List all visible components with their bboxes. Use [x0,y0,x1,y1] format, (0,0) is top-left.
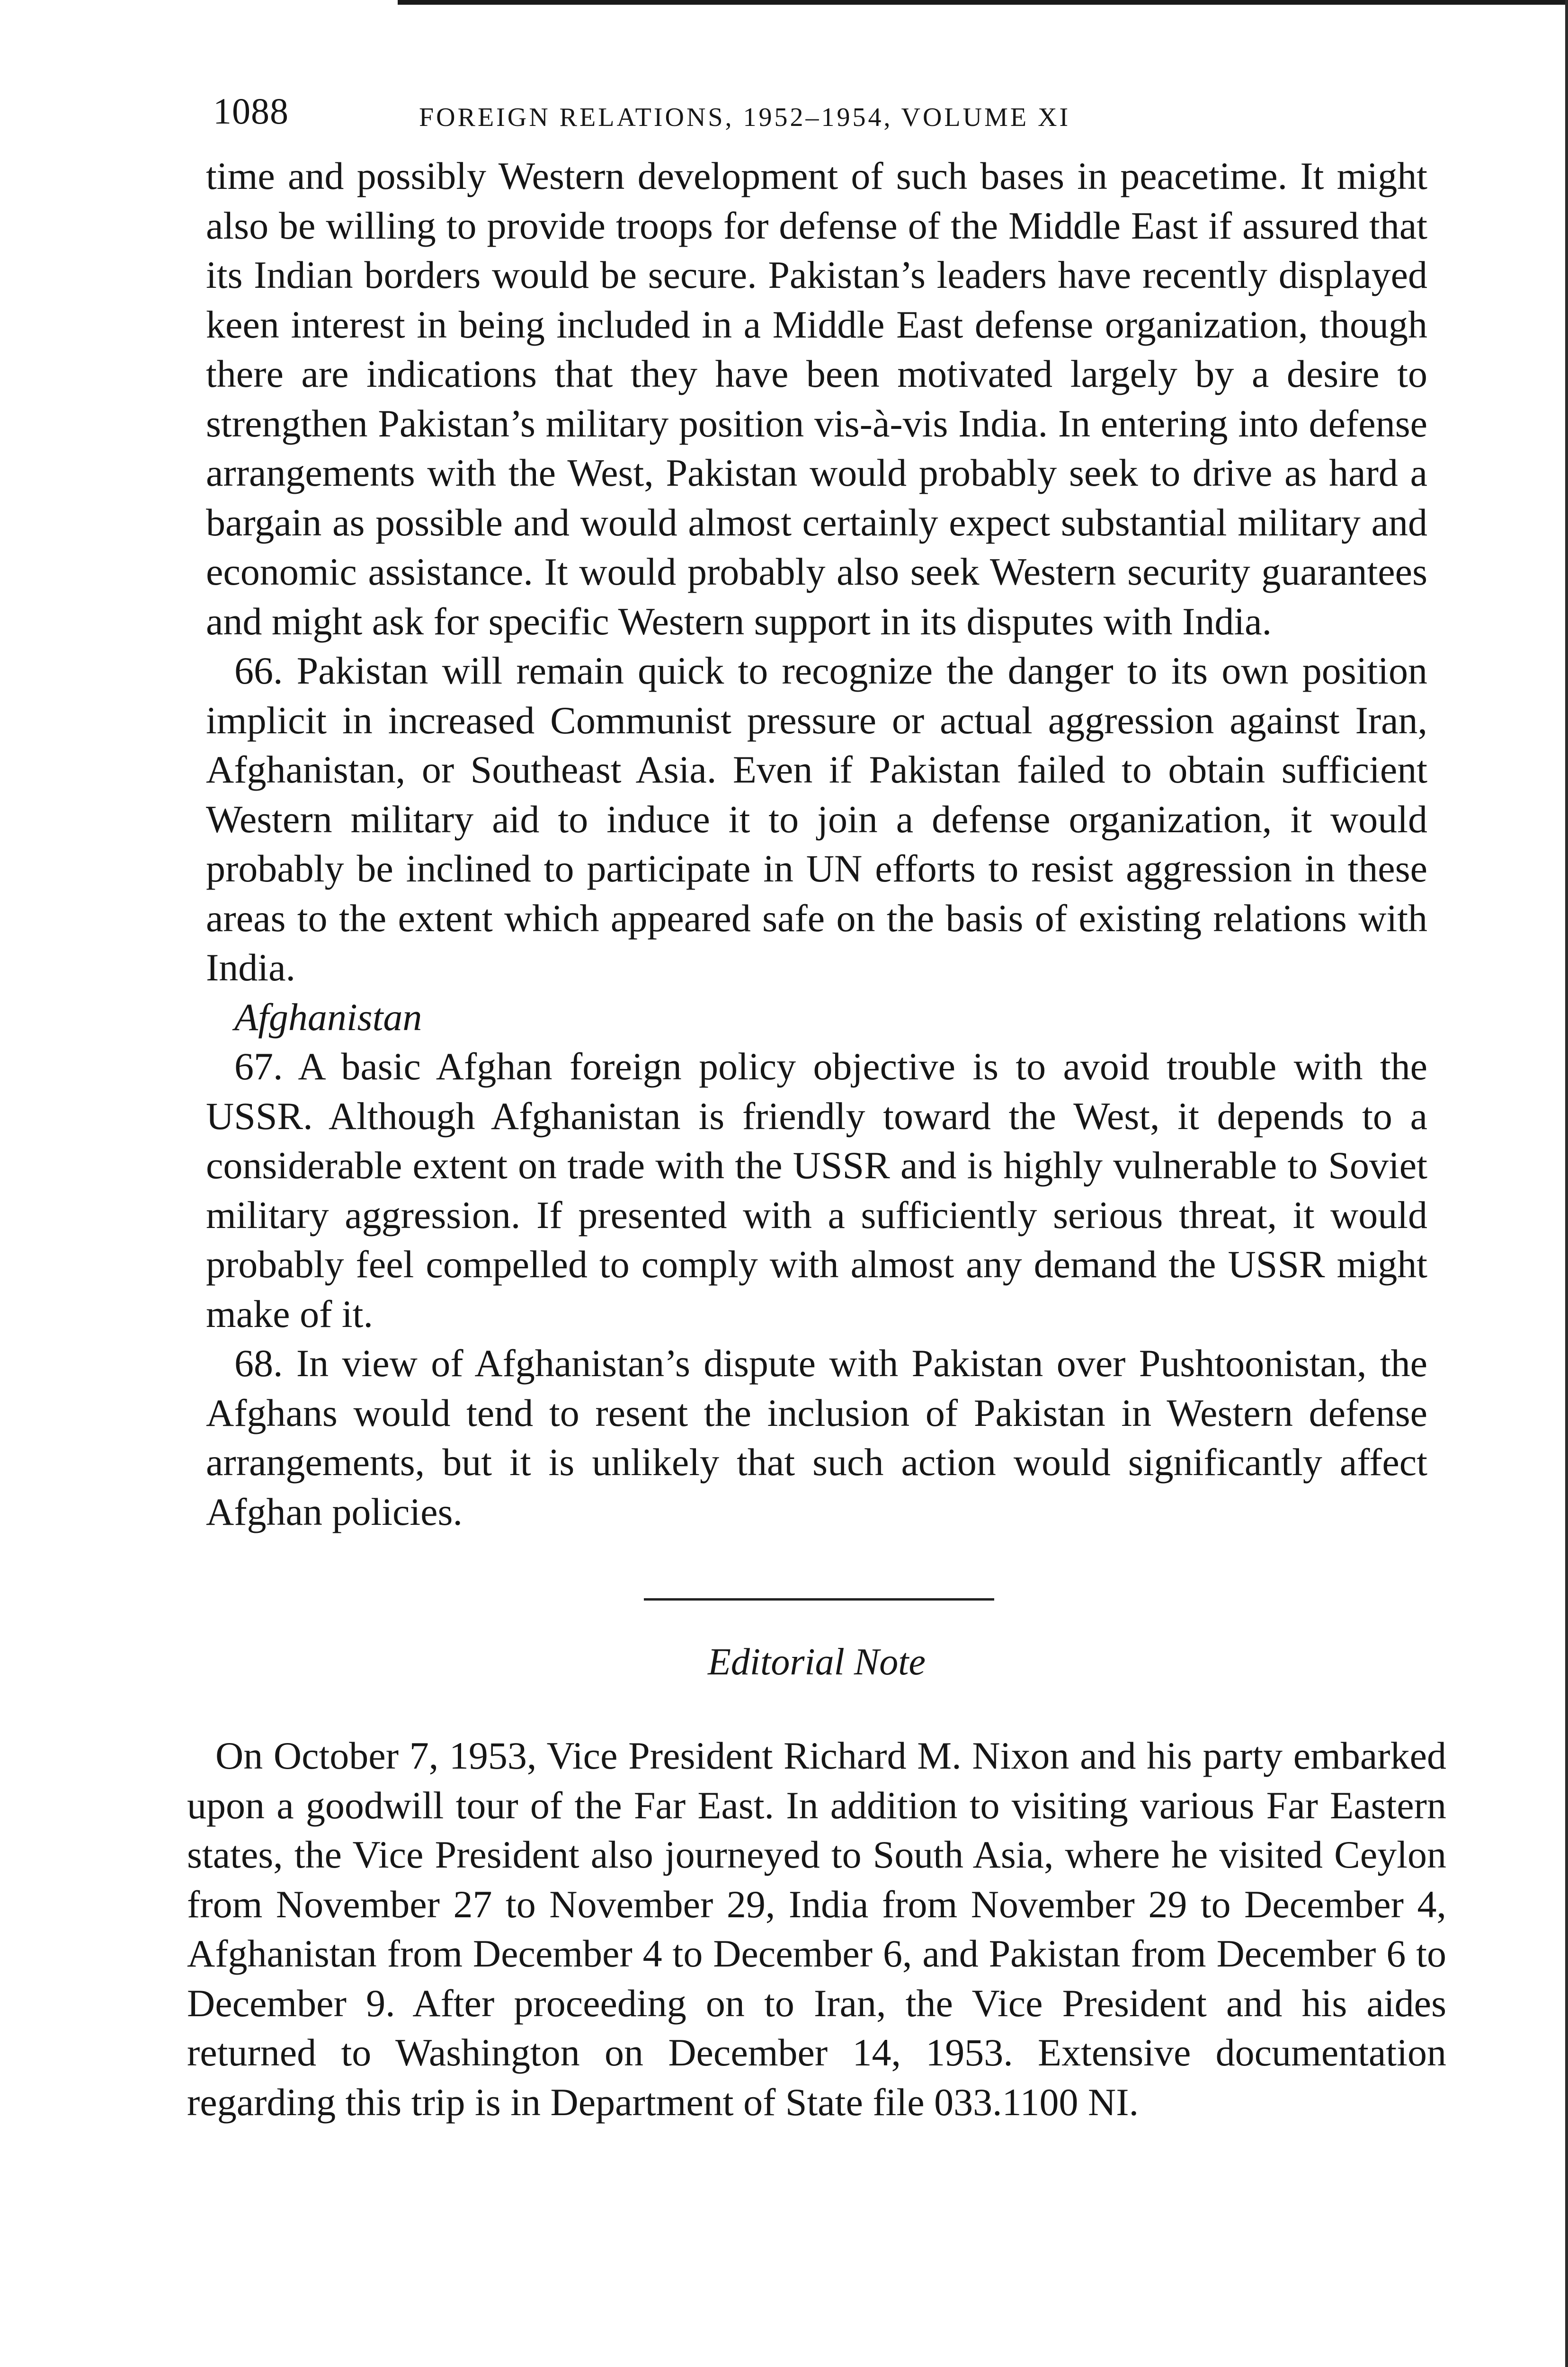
running-head [187,85,1446,151]
scan-edge-top [398,0,1568,5]
document-page [187,85,1446,2127]
section-divider [644,1598,994,1601]
paragraph-66: 66. Pakistan will remain quick to recognize the danger to its own position implicit in increased Communist pressure or actual aggression against Iran, Afghanistan, or Southeast Asia. Even if Pakistan failed to obtain sufficient Western military aid to induce it to join a defense organization, it would probably be inclined to participate in UN efforts to resist aggression in these areas to the extent which appeared safe on the basis of existing relations with India. [206,649,1427,989]
running-head-title: FOREIGN RELATIONS, 1952–1954, VOLUME XI [419,103,1071,132]
scan-edge-right [1565,0,1568,2367]
section-heading-afghanistan: Afghanistan [234,995,422,1039]
afghanistan-section [206,1042,1427,1537]
paragraph-continued: time and possibly Western development of such bases in peacetime. It might also be willing to provide troops for defense of the Middle East if assured that its Indian borders would be secure. Pakistan’s leaders have recently displayed keen interest in being included in a Middle East defense organization, though there are indications that they have been motivated largely by a desire to strengthen Pakistan’s military position vis-à-vis India. In entering into defense arrangements with the West, Pakistan would probably seek to drive as hard a bargain as possible and would almost certainly expect substantial military and economic assistance. It would probably also seek Western security guarantees and might ask for specific Western support in its disputes with India. [206,154,1427,643]
pakistan-section [206,151,1427,993]
paragraph-68: 68. In view of Afghanistan’s dispute with Pakistan over Pushtoonistan, the Afghans would tend to resent the inclusion of Pakistan in Western defense arrangements, but it is unlikely that such action would significantly affect Afghan policies. [206,1342,1427,1533]
page-number: 1088 [213,90,289,132]
editorial-note-title: Editorial Note [708,1641,926,1683]
paragraph-67: 67. A basic Afghan foreign policy objective is to avoid trouble with the USSR. Although Afghanistan is friendly toward the West, it depends to a considerable extent on trade with the USSR and is highly vulnerable to Soviet military aggression. If presented with a sufficiently serious threat, it would probably feel compelled to comply with almost any demand the USSR might make of it. [206,1045,1427,1335]
editorial-note-text: On October 7, 1953, Vice President Richard M. Nixon and his party embarked upon a goodwill tour of the Far East. In addition to visiting various Far Eastern states, the Vice President also journeyed to South Asia, where he visited Ceylon from November 27 to November 29, India from November 29 to December 4, Afghanistan from December 4 to December 6, and Pakistan from December 6 to December 9. After proceeding on to Iran, the Vice President and his aides returned to Washington on December 14, 1953. Extensive documentation regarding this trip is in Department of State file 033.1100 NI. [187,1734,1446,2124]
